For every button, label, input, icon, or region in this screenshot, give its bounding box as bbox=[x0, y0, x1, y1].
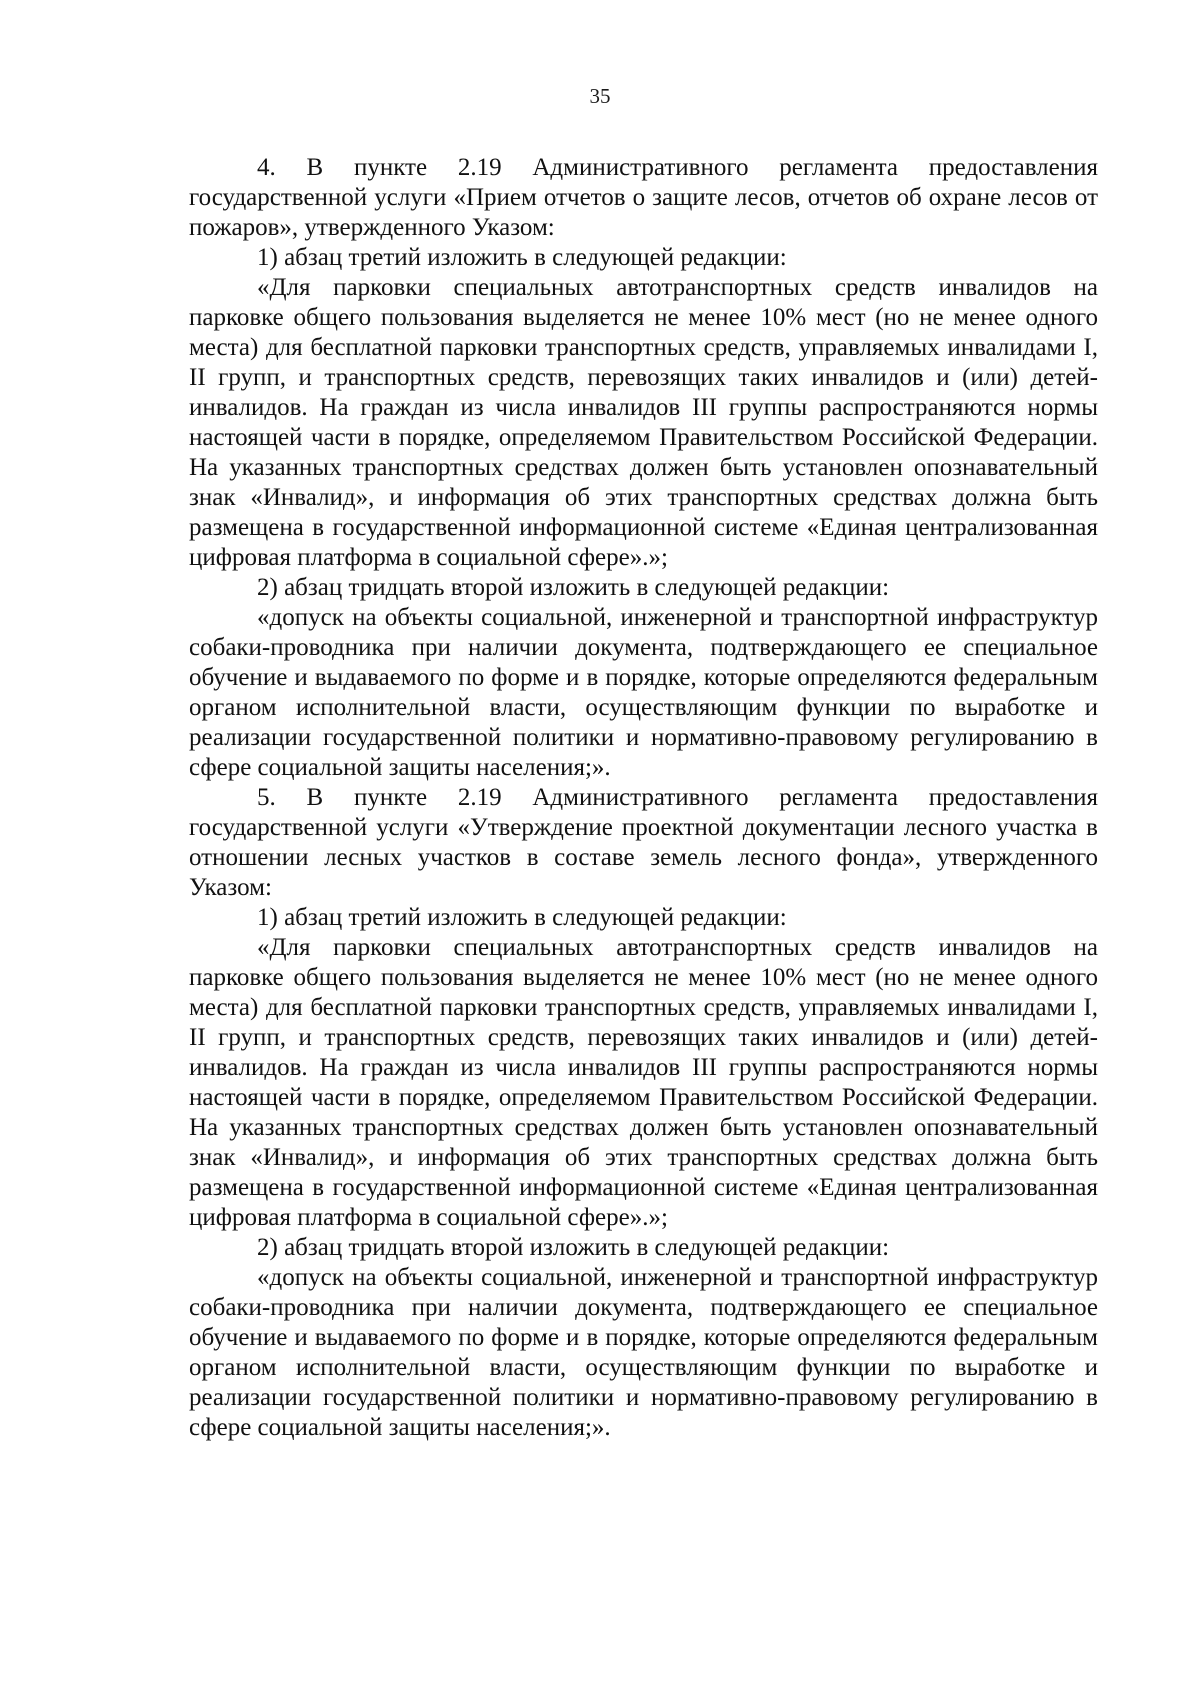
paragraph-quote-guide-dog: «допуск на объекты социальной, инженерной и транспортной инфраструктур собаки-проводника при наличии документа, подтверждающего ее специальное обучение и выдаваемого по форме и в порядке, которые определяются федеральным органом исполнительной власти, осуществляющим функции по выработке и реализации государственной политики и нормативно-правовому регулированию в сфере социальной защиты населения;». bbox=[189, 1264, 1098, 1441]
paragraph-quote-parking: «Для парковки специальных автотранспортных средств инвалидов на парковке общего пользования выделяется не менее 10% мест (но не менее одного места) для бесплатной парковки транспортных средств, управляемых инвалидами I, II групп, и транспортных средств, перевозящих таких инвалидов и (или) детей-инвалидов. На граждан из числа инвалидов III группы распространяются нормы настоящей части в порядке, определяемом Правительством Российской Федерации. На указанных транспортных средствах должен быть установлен опознавательный знак «Инвалид», и информация об этих транспортных средствах должна быть размещена в государственной информационной системе «Единая централизованная цифровая платформа в социальной сфере».»; bbox=[189, 934, 1098, 1231]
document-body bbox=[189, 153, 1098, 1443]
paragraph-quote-parking: «Для парковки специальных автотранспортных средств инвалидов на парковке общего пользования выделяется не менее 10% мест (но не менее одного места) для бесплатной парковки транспортных средств, управляемых инвалидами I, II групп, и транспортных средств, перевозящих таких инвалидов и (или) детей-инвалидов. На граждан из числа инвалидов III группы распространяются нормы настоящей части в порядке, определяемом Правительством Российской Федерации. На указанных транспортных средствах должен быть установлен опознавательный знак «Инвалид», и информация об этих транспортных средствах должна быть размещена в государственной информационной системе «Единая централизованная цифровая платформа в социальной сфере».»; bbox=[189, 274, 1098, 571]
paragraph-subitem-1: 1) абзац третий изложить в следующей редакции: bbox=[257, 904, 787, 931]
paragraph-item-4: 4. В пункте 2.19 Административного регламента предоставления государственной услуги «Прием отчетов о защите лесов, отчетов об охране лесов от пожаров», утвержденного Указом: bbox=[189, 154, 1098, 241]
paragraph-item-5: 5. В пункте 2.19 Административного регламента предоставления государственной услуги «Утверждение проектной документации лесного участка в отношении лесных участков в составе земель лесного фонда», утвержденного Указом: bbox=[189, 784, 1098, 901]
paragraph-subitem-2: 2) абзац тридцать второй изложить в следующей редакции: bbox=[257, 574, 890, 601]
paragraph-subitem-1: 1) абзац третий изложить в следующей редакции: bbox=[257, 244, 787, 271]
paragraph-quote-guide-dog: «допуск на объекты социальной, инженерной и транспортной инфраструктур собаки-проводника при наличии документа, подтверждающего ее специальное обучение и выдаваемого по форме и в порядке, которые определяются федеральным органом исполнительной власти, осуществляющим функции по выработке и реализации государственной политики и нормативно-правовому регулированию в сфере социальной защиты населения;». bbox=[189, 604, 1098, 781]
paragraph-subitem-2: 2) абзац тридцать второй изложить в следующей редакции: bbox=[257, 1234, 890, 1261]
page-number: 35 bbox=[589, 84, 611, 108]
